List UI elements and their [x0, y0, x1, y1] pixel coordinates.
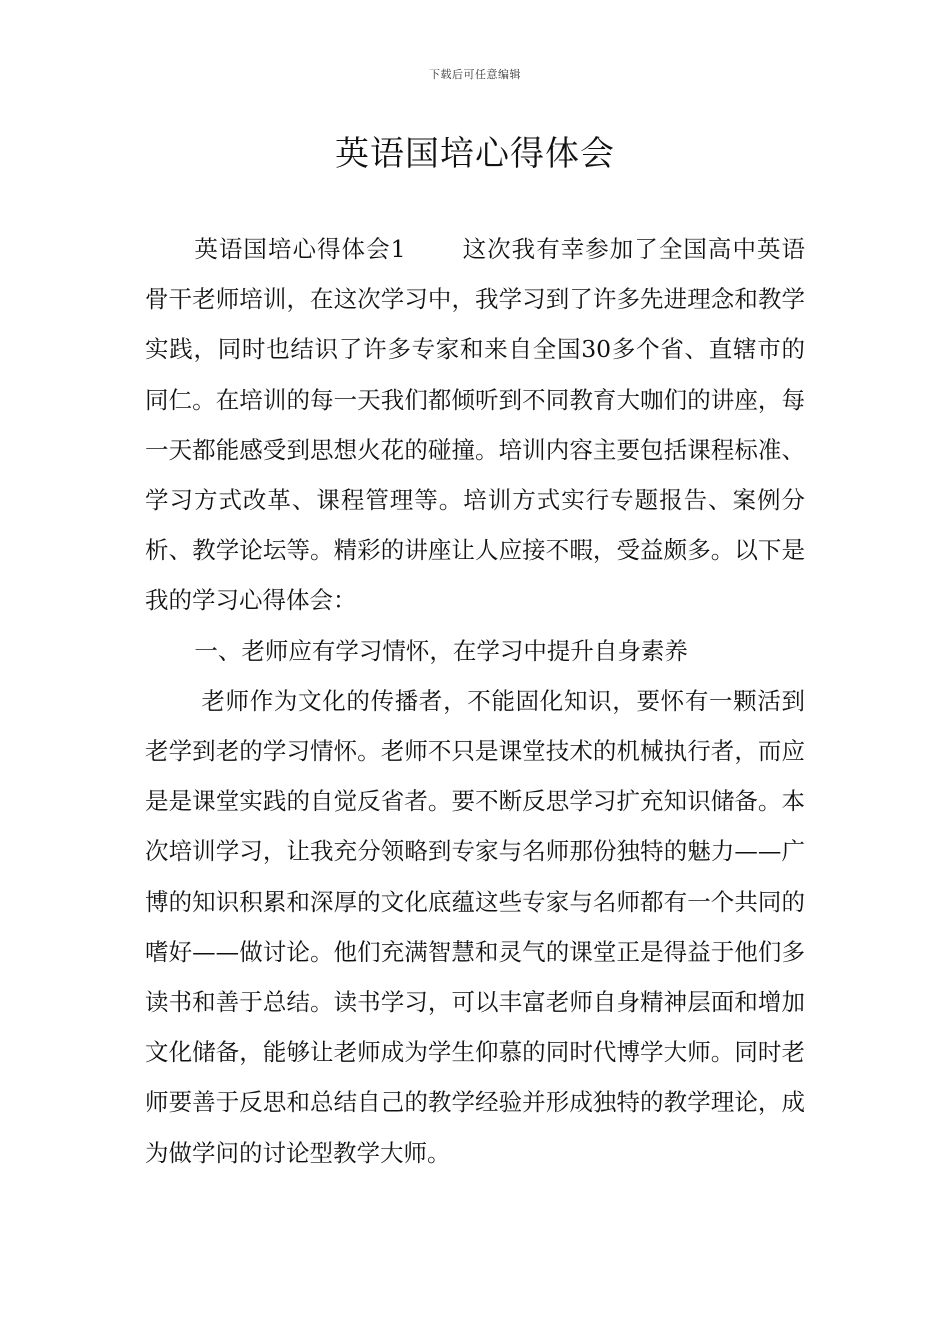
- intro-paragraph: [145, 224, 805, 626]
- section-heading: 一、老师应有学习情怀，在学习中提升自身素养: [194, 636, 688, 665]
- intro-label: 英语国培心得体会1: [194, 235, 406, 263]
- section-paragraph: 老师作为文化的传播者，不能固化知识，要怀有一颗活到老学到老的学习情怀。老师不只是课堂技术的机械执行者，而应是是课堂实践的自觉反省者。要不断反思学习扩充知识储备。本次培训学习，让我充分领略到专家与名师那份独特的魅力——广博的知识积累和深厚的文化底蕴这些专家与名师都有一个共同的嗜好——做讨论。他们充满智慧和灵气的课堂正是得益于他们多读书和善于总结。读书学习，可以丰富老师自身精神层面和增加文化储备，能够让老师成为学生仰慕的同时代博学大师。同时老师要善于反思和总结自己的教学经验并形成独特的教学理论，成为做学问的讨论型教学大师。: [145, 686, 805, 1167]
- document-body: [145, 224, 805, 1178]
- intro-text: 这次我有幸参加了全国高中英语骨干老师培训，在这次学习中，我学习到了许多先进理念和教学实践，同时也结识了许多专家和来自全国30多个省、直辖市的同仁。在培训的每一天我们都倾听到不同教育大咖们的讲座，每一天都能感受到思想火花的碰撞。培训内容主要包括课程标准、学习方式改革、课程管理等。培训方式实行专题报告、案例分析、教学论坛等。精彩的讲座让人应接不暇，受益颇多。以下是我的学习心得体会：: [145, 235, 806, 615]
- document-title: 英语国培心得体会: [335, 134, 615, 174]
- header-note: 下载后可任意编辑: [429, 68, 521, 81]
